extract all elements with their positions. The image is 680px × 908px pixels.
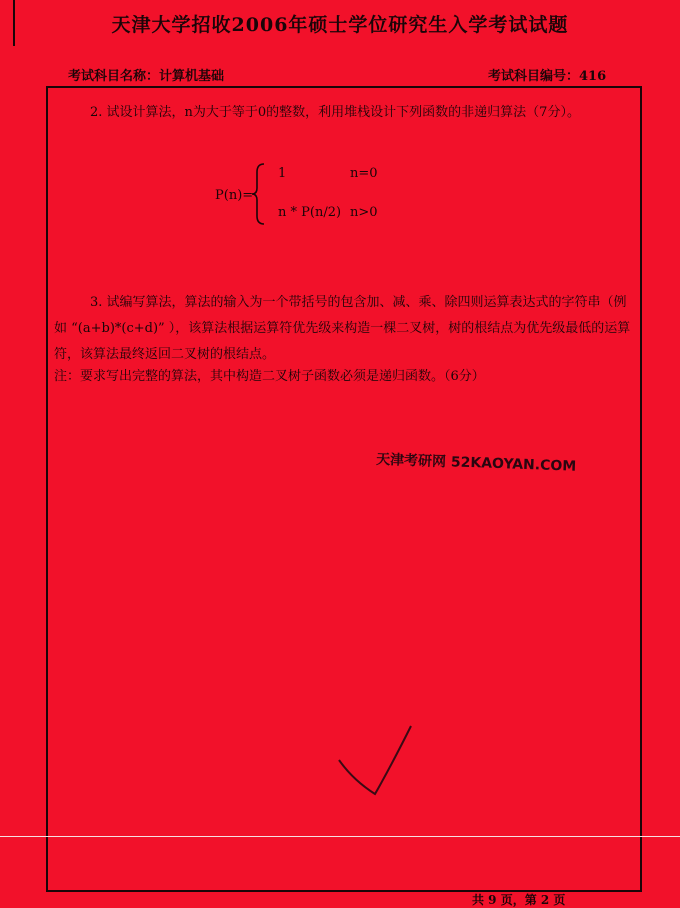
case-2-value: n * P(n/2) — [278, 205, 342, 220]
question-3-note: 注：要求写出完整的算法，其中构造二叉树子函数必须是递归函数。（6分） — [54, 369, 485, 384]
question-3-text: 3. 试编写算法，算法的输入为一个带括号的包含加、减、乘、除四则运算表达式的字符串（例如 “(a+b)*(c+d)” ），该算法根据运算符优先级来构造一棵二叉树，树的根结点为优先级最低的运算符，该算法最终返回二叉树的根结点。 — [54, 295, 631, 362]
case-1-value: 1 — [278, 166, 287, 181]
brace-icon — [251, 162, 267, 226]
subject-code: 考试科目编号：416 — [488, 69, 607, 84]
margin-mark — [13, 0, 15, 46]
question-2-text: 2. 试设计算法，n为大于等于0的整数，利用堆栈设计下列函数的非递归算法（7分）。 — [90, 105, 580, 120]
case-2-condition: n>0 — [350, 205, 378, 220]
page-number: 共 9 页，第 2 页 — [472, 893, 566, 907]
piecewise-formula — [215, 162, 435, 226]
scan-line — [0, 836, 680, 837]
watermark-stamp: 天津考研网 52KAOYAN.COM — [375, 451, 577, 475]
page-title: 天津大学招收2006年硕士学位研究生入学考试试题 — [111, 14, 569, 36]
subject-name: 考试科目名称：计算机基础 — [68, 69, 225, 84]
case-1-condition: n=0 — [350, 166, 378, 181]
formula-lhs: P(n)= — [215, 188, 254, 203]
checkmark-icon — [333, 720, 417, 800]
